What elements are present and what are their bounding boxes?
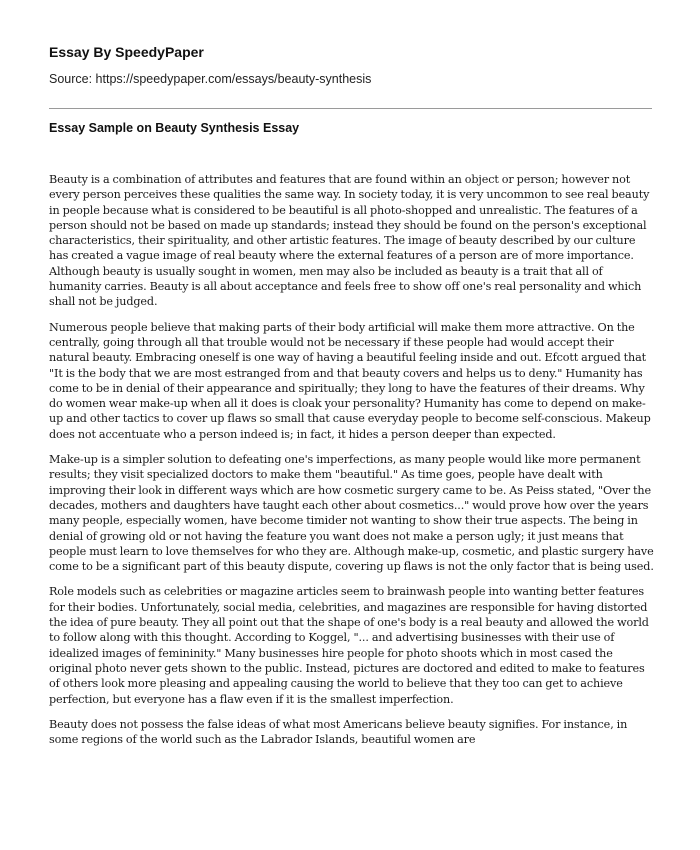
essay-paragraph-2: Numerous people believe that making parts of their body artificial will make them more attractive. On the centrally, going through all that trouble would not be necessary if these people had would accept their natural beauty. Embracing oneself is one way of having a beautiful feeling inside and out. Efcott argued that "It is the body that we are most estranged from and that beauty covers and helps us to deny." Humanity has come to be in denial of their appearance and spiritually; they long to have the features of their dreams. Why do women wear make-up when all it does is cloak your personality? Humanity has come to depend on make-up and other tactics to cover up flaws so small that cause everyday people to become self-conscious. Makeup does not accentuate who a person indeed is; in fact, it hides a person deeper than expected.: [49, 320, 651, 441]
essay-paragraph-1: Beauty is a combination of attributes and features that are found within an object or person; however not every person perceives these qualities the same way. In society today, it is very uncommon to see real beauty in people because what is considered to be beautiful is all photo-shopped and unrealistic. The features of a person should not be based on made up standards; instead they should be found on the person's exceptional characteristics, their spirituality, and other artistic features. The image of beauty described by our culture has created a vague image of real beauty where the external features of a person are of more importance. Although beauty is usually sought in women, men may also be included as beauty is a trait that all of humanity carries. Beauty is all about acceptance and feels free to show off one's real personality and which shall not be judged.: [49, 173, 650, 309]
essay-title: Essay Sample on Beauty Synthesis Essay: [49, 121, 300, 135]
essay-paragraph-4: Role models such as celebrities or magazine articles seem to brainwash people into wanting better features for their bodies. Unfortunately, social media, celebrities, and magazines are responsible for having distorted the idea of pure beauty. They all point out that the shape of one's body is a real beauty and allowed the world to follow along with this thought. According to Koggel, "... and advertising businesses with their use of idealized images of femininity." Many businesses hire people for photo shoots which in most cased the original photo never gets shown to the public. Instead, pictures are doctored and edited to make to features of others look more pleasing and appealing causing the world to believe that they too can get to achieve perfection, but everyone has a flaw even if it is the smallest imperfection.: [49, 585, 649, 706]
essay-paragraph-3: Make-up is a simpler solution to defeating one's imperfections, as many people would like more permanent results; they visit specialized doctors to make them "beautiful." As time goes, people have dealt with improving their look in different ways which are how cosmetic surgery came to be. As Peiss stated, "Over the decades, mothers and daughters have taught each other about cosmetics..." would prove how over the years many people, especially women, have become timider not wanting to show their true aspects. The being in denial of growing old or not having the feature you want does not make a person ugly; it just means that people must learn to love themselves for who they are. Although make-up, cosmetic, and plastic surgery have come to be a significant part of this beauty dispute, covering up flaws is not the only factor that is being used.: [49, 453, 654, 574]
essay-body: [49, 172, 655, 757]
document-title: Essay By SpeedyPaper: [49, 44, 204, 60]
header-divider: [49, 108, 652, 109]
essay-paragraph-5: Beauty does not possess the false ideas of what most Americans believe beauty signifies. For instance, in some regions of the world such as the Labrador Islands, beautiful women are: [49, 717, 628, 747]
document-source: Source: https://speedypaper.com/essays/beauty-synthesis: [49, 72, 372, 86]
